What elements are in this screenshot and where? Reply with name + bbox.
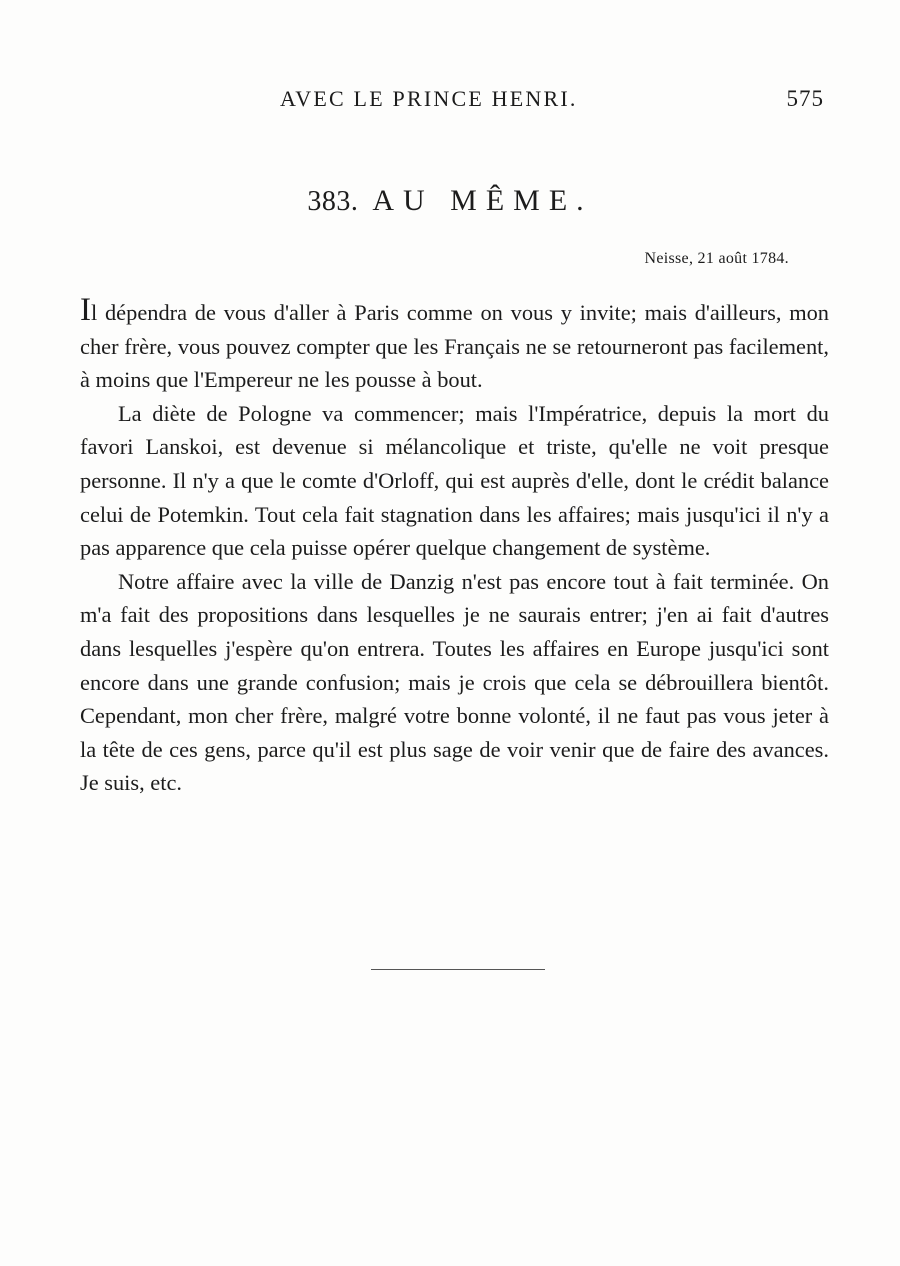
closing-rule bbox=[371, 969, 545, 970]
paragraph-1 bbox=[80, 292, 829, 397]
running-title: AVEC LE PRINCE HENRI. bbox=[280, 86, 578, 111]
drop-cap: I bbox=[80, 292, 91, 328]
dateline: Neisse, 21 août 1784. bbox=[644, 250, 789, 267]
page-number: 575 bbox=[786, 86, 824, 111]
running-head bbox=[0, 86, 900, 116]
paragraph-1-text: l dépendra de vous d'aller à Paris comme on vous y invite; mais d'ailleurs, mon cher frère, vous pouvez compter que les Français ne se retourneront pas facilement, à moins que l'Empereur ne les pousse à bout. bbox=[80, 300, 829, 393]
letter-title: AU MÊME. bbox=[372, 184, 593, 217]
paragraph-3: Notre affaire avec la ville de Danzig n'est pas encore tout à fait terminée. On m'a fait des propositions dans lesquelles je ne saurais entrer; j'en ai fait d'autres dans lesquelles j'espère qu'on entrera. Toutes les affaires en Europe jusqu'ici sont encore dans une grande confusion; mais je crois que cela se débrouillera bientôt. Cependant, mon cher frère, malgré votre bonne volonté, il ne faut pas vous jeter à la tête de ces gens, parce qu'il est plus sage de voir venir que de faire des avances. Je suis, etc. bbox=[80, 568, 829, 796]
letter-heading bbox=[0, 184, 900, 218]
letter-body bbox=[80, 292, 829, 800]
letter-number: 383. bbox=[307, 186, 359, 217]
paragraph-2: La diète de Pologne va commencer; mais l'Impératrice, depuis la mort du favori Lanskoi, est devenue si mélancolique et triste, qu'elle ne voit presque personne. Il n'y a que le comte d'Orloff, qui est auprès d'elle, dont le crédit balance celui de Potemkin. Tout cela fait stagnation dans les affaires; mais jusqu'ici il n'y a pas apparence que cela puisse opérer quelque changement de système. bbox=[80, 400, 829, 561]
